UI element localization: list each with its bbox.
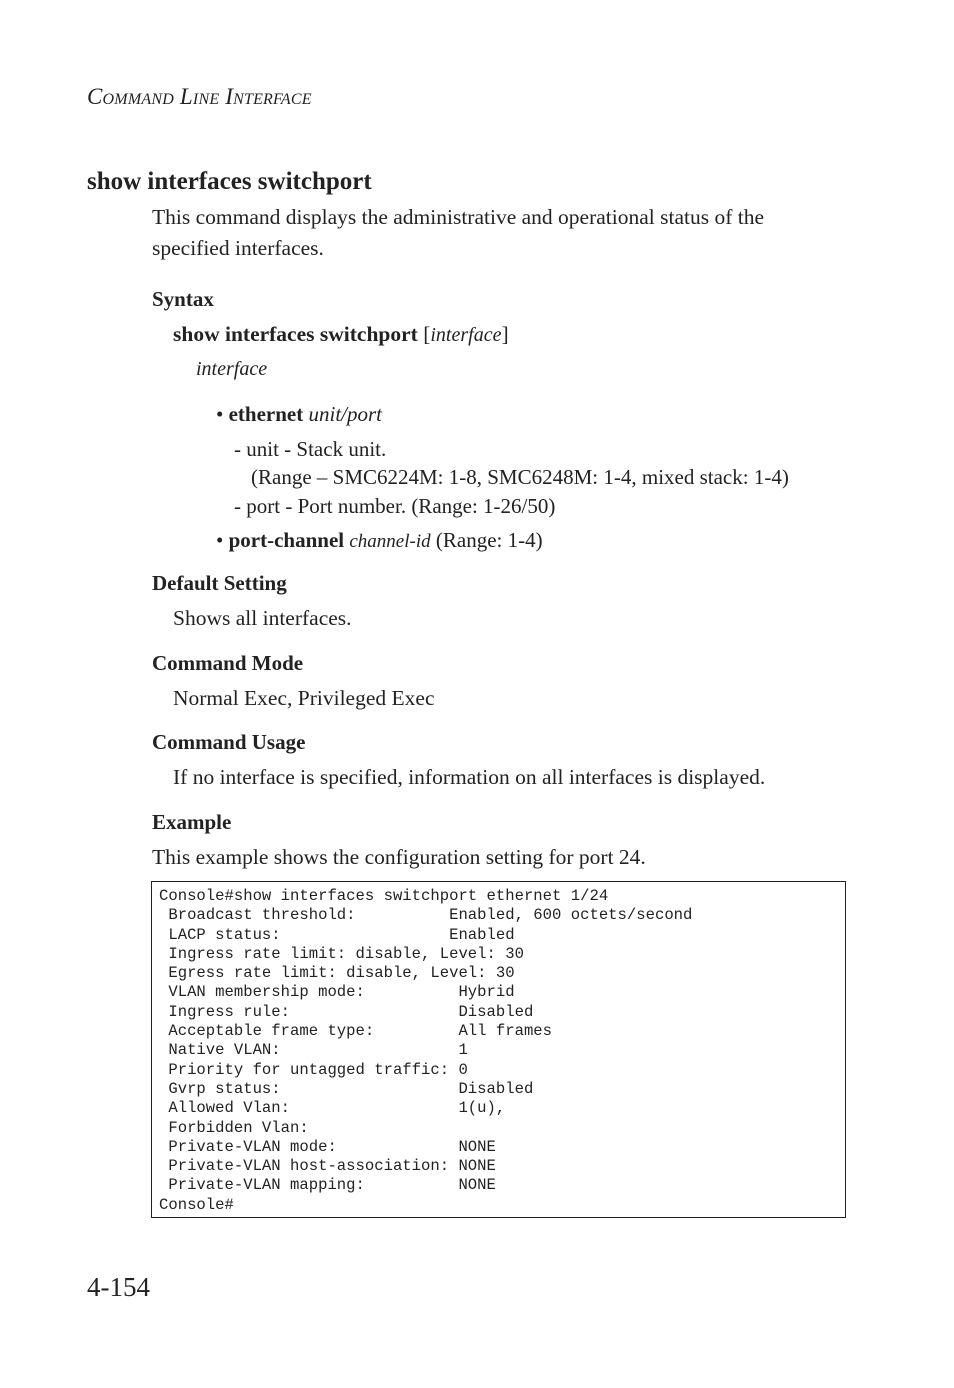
bullet-ethernet-arg: unit/port xyxy=(308,402,383,426)
running-head-c1: C xyxy=(87,84,103,109)
bullet-dot: • xyxy=(216,528,229,552)
command-usage-text: If no interface is specified, information on all interfaces is displayed. xyxy=(173,765,766,789)
page-number: 4-154 xyxy=(87,1272,150,1302)
running-head-c2: L xyxy=(179,84,193,109)
console-line: Allowed Vlan: 1(u), xyxy=(159,1099,506,1118)
dash-unit xyxy=(234,437,386,462)
console-line: Forbidden Vlan: xyxy=(159,1118,309,1137)
console-output-box xyxy=(151,881,846,1218)
console-line: Console#show interfaces switchport ethernet 1/24 xyxy=(159,887,609,905)
running-head-c3: I xyxy=(225,84,234,109)
console-line: Priority for untagged traffic: 0 xyxy=(159,1060,468,1079)
console-line: Egress rate limit: disable, Level: 30 xyxy=(159,964,515,983)
bullet-port-channel-keyword: port-channel xyxy=(228,528,345,552)
example-text: This example shows the configuration setting for port 24. xyxy=(152,845,646,869)
default-setting-heading: Default Setting xyxy=(152,571,287,595)
console-line: Broadcast threshold: Enabled, 600 octets/second xyxy=(159,906,693,925)
dash-unit-range: (Range – SMC6224M: 1-8, SMC6248M: 1-4, mixed stack: 1-4) xyxy=(251,465,789,489)
console-line: Private-VLAN mode: NONE xyxy=(159,1137,496,1156)
dash-mark: - xyxy=(234,494,247,518)
dash-port-text: port - Port number. (Range: 1-26/50) xyxy=(246,494,556,518)
console-line: Acceptable frame type: All frames xyxy=(159,1022,553,1041)
console-line: LACP status: Enabled xyxy=(159,925,515,944)
console-line: Ingress rule: Disabled xyxy=(159,1002,534,1021)
default-setting-text: Shows all interfaces. xyxy=(173,606,352,630)
syntax-heading: Syntax xyxy=(152,287,214,311)
dash-unit-text: unit - Stack unit. xyxy=(246,437,387,461)
syntax-line xyxy=(173,322,509,347)
command-usage-heading: Command Usage xyxy=(152,730,306,754)
syntax-arg: interface xyxy=(430,324,502,346)
bullet-ethernet-keyword: ethernet xyxy=(228,402,304,426)
command-mode-text: Normal Exec, Privileged Exec xyxy=(173,686,435,710)
console-line: Console# xyxy=(159,1195,234,1214)
syntax-close-bracket: ] xyxy=(501,322,509,346)
bullet-port-channel-arg: channel-id xyxy=(349,531,431,552)
console-line: Private-VLAN host-association: NONE xyxy=(159,1157,496,1176)
dash-mark: - xyxy=(234,437,247,461)
running-head-w3: NTERFACE xyxy=(233,91,312,108)
console-line: Gvrp status: Disabled xyxy=(159,1079,534,1098)
bullet-ethernet xyxy=(216,402,382,427)
bullet-dot: • xyxy=(216,402,229,426)
param-name: interface xyxy=(196,358,268,380)
console-line: Ingress rate limit: disable, Level: 30 xyxy=(159,944,524,963)
dash-port xyxy=(234,494,555,519)
section-title: show interfaces switchport xyxy=(87,168,372,195)
console-line: VLAN membership mode: Hybrid xyxy=(159,983,515,1002)
console-line: Native VLAN: 1 xyxy=(159,1041,468,1060)
running-head xyxy=(87,84,312,110)
example-heading: Example xyxy=(152,810,232,834)
running-head-w2: INE xyxy=(192,91,220,108)
command-description: This command displays the administrative and operational status of the specified interfaces. xyxy=(152,205,765,260)
command-mode-heading: Command Mode xyxy=(152,651,304,675)
console-output xyxy=(152,882,845,1215)
syntax-open-bracket: [ xyxy=(417,322,431,346)
syntax-command: show interfaces switchport xyxy=(173,322,418,346)
bullet-port-channel xyxy=(216,528,543,553)
bullet-port-channel-range: (Range: 1-4) xyxy=(435,528,543,552)
console-line: Private-VLAN mapping: NONE xyxy=(159,1176,496,1195)
running-head-w1: OMMAND xyxy=(102,91,174,108)
